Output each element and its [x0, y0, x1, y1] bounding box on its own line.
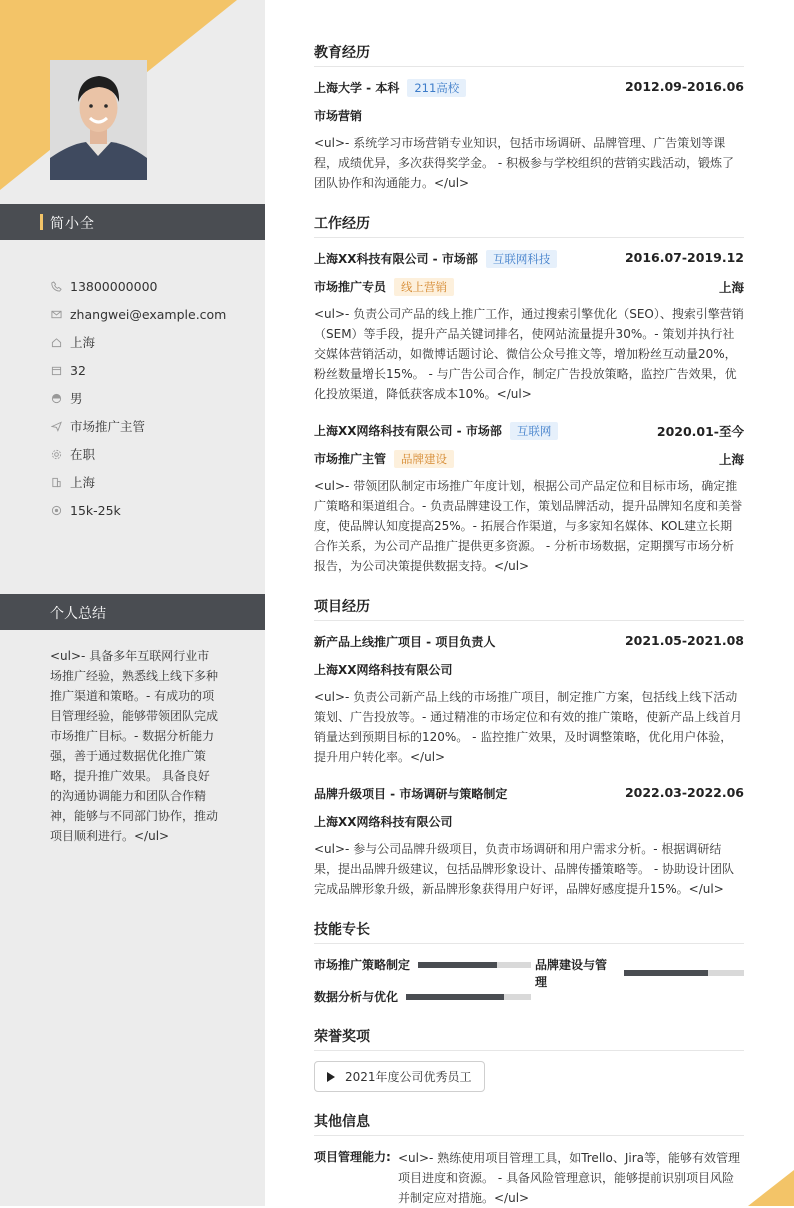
work-item-role	[314, 278, 744, 296]
target-city-value: 上海	[70, 475, 96, 490]
info-salary	[50, 496, 226, 524]
other-title: 其他信息	[314, 1111, 744, 1136]
award-item[interactable]	[314, 1061, 485, 1092]
building-icon	[50, 476, 62, 488]
decorative-corner	[748, 1170, 794, 1206]
skill-bar-fill	[418, 962, 497, 968]
summary-title: 个人总结	[50, 606, 106, 622]
work-desc: <ul>- 负责公司产品的线上推广工作，通过搜索引擎优化（SEO）、搜索引擎营销（SEM）等手段，提升产品关键词排名，使网站流量提升30%。- 策划并执行社交媒体营销活动，如微博话题讨论、微信公众号推文等，增加粉丝互动量20%，粉丝数量增长15%。 - 与广告公司合作，制定广告投放策略，监控广告效果，优化投放渠道，降低获客成本10%。</ul>	[314, 307, 744, 401]
education-desc: <ul>- 系统学习市场营销专业知识，包括市场调研、品牌管理、广告策划等课程，成绩优异，多次获得奖学金。 - 积极参与学校组织的营销实践活动，锻炼了团队协作和沟通能力。</ul>	[314, 136, 734, 190]
skill-bar-fill	[624, 970, 708, 976]
work-date: 2016.07-2019.12	[624, 250, 744, 265]
skill-item	[535, 956, 744, 990]
projects-title: 项目经历	[314, 596, 744, 621]
skill-bar-fill	[406, 994, 504, 1000]
info-location	[50, 328, 226, 356]
avatar-image	[50, 60, 147, 180]
skill-item	[314, 956, 531, 973]
work-item-header	[314, 250, 744, 268]
project-header	[314, 785, 744, 802]
other-label: 项目管理能力:	[314, 1150, 391, 1164]
contact-info-list	[50, 272, 226, 524]
work-industry-tag: 互联网科技	[486, 250, 558, 268]
name-accent	[40, 214, 43, 230]
work-role: 市场推广专员	[314, 280, 387, 294]
work-company: 上海XX科技有限公司 - 市场部	[314, 252, 478, 266]
play-icon	[327, 1072, 335, 1082]
home-icon	[50, 336, 62, 348]
skill-name: 市场推广策略制定	[314, 958, 411, 972]
project-name: 品牌升级项目 - 市场调研与策略制定	[314, 787, 508, 801]
info-gender	[50, 384, 226, 412]
gear-icon	[50, 448, 62, 460]
position-value: 市场推广主管	[70, 419, 146, 434]
location-value: 上海	[70, 335, 96, 350]
work-item-role	[314, 450, 744, 468]
honors-title: 荣誉奖项	[314, 1026, 744, 1051]
other-desc: <ul>- 熟练使用项目管理工具，如Trello、Jira等，能够有效管理项目进度和资源。 - 具备风险管理意识，能够提前识别项目风险并制定应对措施。</ul>	[398, 1151, 740, 1205]
education-title: 教育经历	[314, 42, 744, 67]
work-industry-tag: 互联网	[510, 422, 559, 440]
work-city: 上海	[718, 452, 744, 467]
project-org: 上海XX网络科技有限公司	[314, 815, 453, 829]
work-role: 市场推广主管	[314, 452, 387, 466]
send-icon	[50, 420, 62, 432]
education-date: 2012.09-2016.06	[624, 79, 744, 94]
name-header	[0, 204, 265, 240]
email-icon	[50, 308, 62, 320]
project-date: 2022.03-2022.06	[624, 785, 744, 800]
skills-title: 技能专长	[314, 919, 744, 944]
candidate-name: 简小全	[50, 216, 95, 232]
work-title: 工作经历	[314, 213, 744, 238]
work-company: 上海XX网络科技有限公司 - 市场部	[314, 424, 502, 438]
age-icon	[50, 364, 62, 376]
info-email	[50, 300, 226, 328]
work-city: 上海	[718, 280, 744, 295]
info-phone	[50, 272, 226, 300]
gender-icon	[50, 392, 62, 404]
salary-value: 15k-25k	[70, 502, 121, 518]
project-name: 新产品上线推广项目 - 项目负责人	[314, 635, 496, 649]
work-role-tag: 线上营销	[394, 278, 454, 296]
phone-icon	[50, 280, 62, 292]
education-school: 上海大学 - 本科	[314, 81, 400, 95]
phone-value: 13800000000	[70, 278, 158, 294]
skill-name: 数据分析与优化	[314, 990, 399, 1004]
salary-icon	[50, 504, 62, 516]
work-date: 2020.01-至今	[656, 424, 744, 439]
award-label: 2021年度公司优秀员工	[345, 1070, 472, 1084]
work-item-header	[314, 422, 744, 440]
project-date: 2021.05-2021.08	[624, 633, 744, 648]
info-status	[50, 440, 226, 468]
skill-bar	[418, 962, 531, 968]
skill-name: 品牌建设与管理	[535, 958, 608, 989]
avatar	[50, 60, 147, 180]
email-value: zhangwei@example.com	[70, 306, 227, 322]
summary-header	[0, 594, 265, 630]
project-org: 上海XX网络科技有限公司	[314, 663, 453, 677]
project-desc: <ul>- 参与公司品牌升级项目，负责市场调研和用户需求分析。- 根据调研结果，提出品牌升级建议，包括品牌形象设计、品牌传播策略等。 - 协助设计团队完成品牌形象升级，新品牌形象获得用户好评，品牌好感度提升15%。</ul>	[314, 842, 734, 896]
info-position	[50, 412, 226, 440]
gender-value: 男	[70, 391, 83, 406]
sidebar	[0, 0, 265, 1206]
work-role-tag: 品牌建设	[394, 450, 454, 468]
project-desc: <ul>- 负责公司新产品上线的市场推广项目，制定推广方案，包括线上线下活动策划、广告投放等。- 通过精准的市场定位和有效的推广策略，使新产品上线首月销量达到预期目标的120%。 - 监控推广效果，及时调整策略，优化用户体验，提升用户转化率。</ul>	[314, 690, 743, 764]
education-header	[314, 79, 744, 97]
status-value: 在职	[70, 447, 96, 462]
skill-item	[314, 988, 531, 1005]
summary-text: <ul>- 具备多年互联网行业市场推广经验，熟悉线上线下多种推广渠道和策略。- 有成功的项目管理经验，能够带领团队完成市场推广目标。- 数据分析能力强，善于通过数据优化推广策略，提升推广效果。 具备良好的沟通协调能力和团队合作精神，能够与不同部门协作，推动项目顺利进行。</ul>	[50, 649, 219, 843]
age-value: 32	[70, 362, 86, 378]
education-major: 市场营销	[314, 109, 363, 123]
work-desc: <ul>- 带领团队制定市场推广年度计划，根据公司产品定位和目标市场，确定推广策略和渠道组合。- 负责品牌建设工作，策划品牌活动，提升品牌知名度和美誉度，使品牌认知度提高25%。- 拓展合作渠道，与多家知名媒体、KOL建立长期合作关系，为公司产品推广提供更多资源。 - 分析市场数据，定期撰写市场分析报告，为公司决策提供数据支持。</ul>	[314, 479, 743, 573]
skill-bar	[624, 970, 744, 976]
skill-bar	[406, 994, 531, 1000]
project-header	[314, 633, 744, 650]
info-target-city	[50, 468, 226, 496]
info-age	[50, 356, 226, 384]
education-tag: 211高校	[407, 79, 466, 97]
